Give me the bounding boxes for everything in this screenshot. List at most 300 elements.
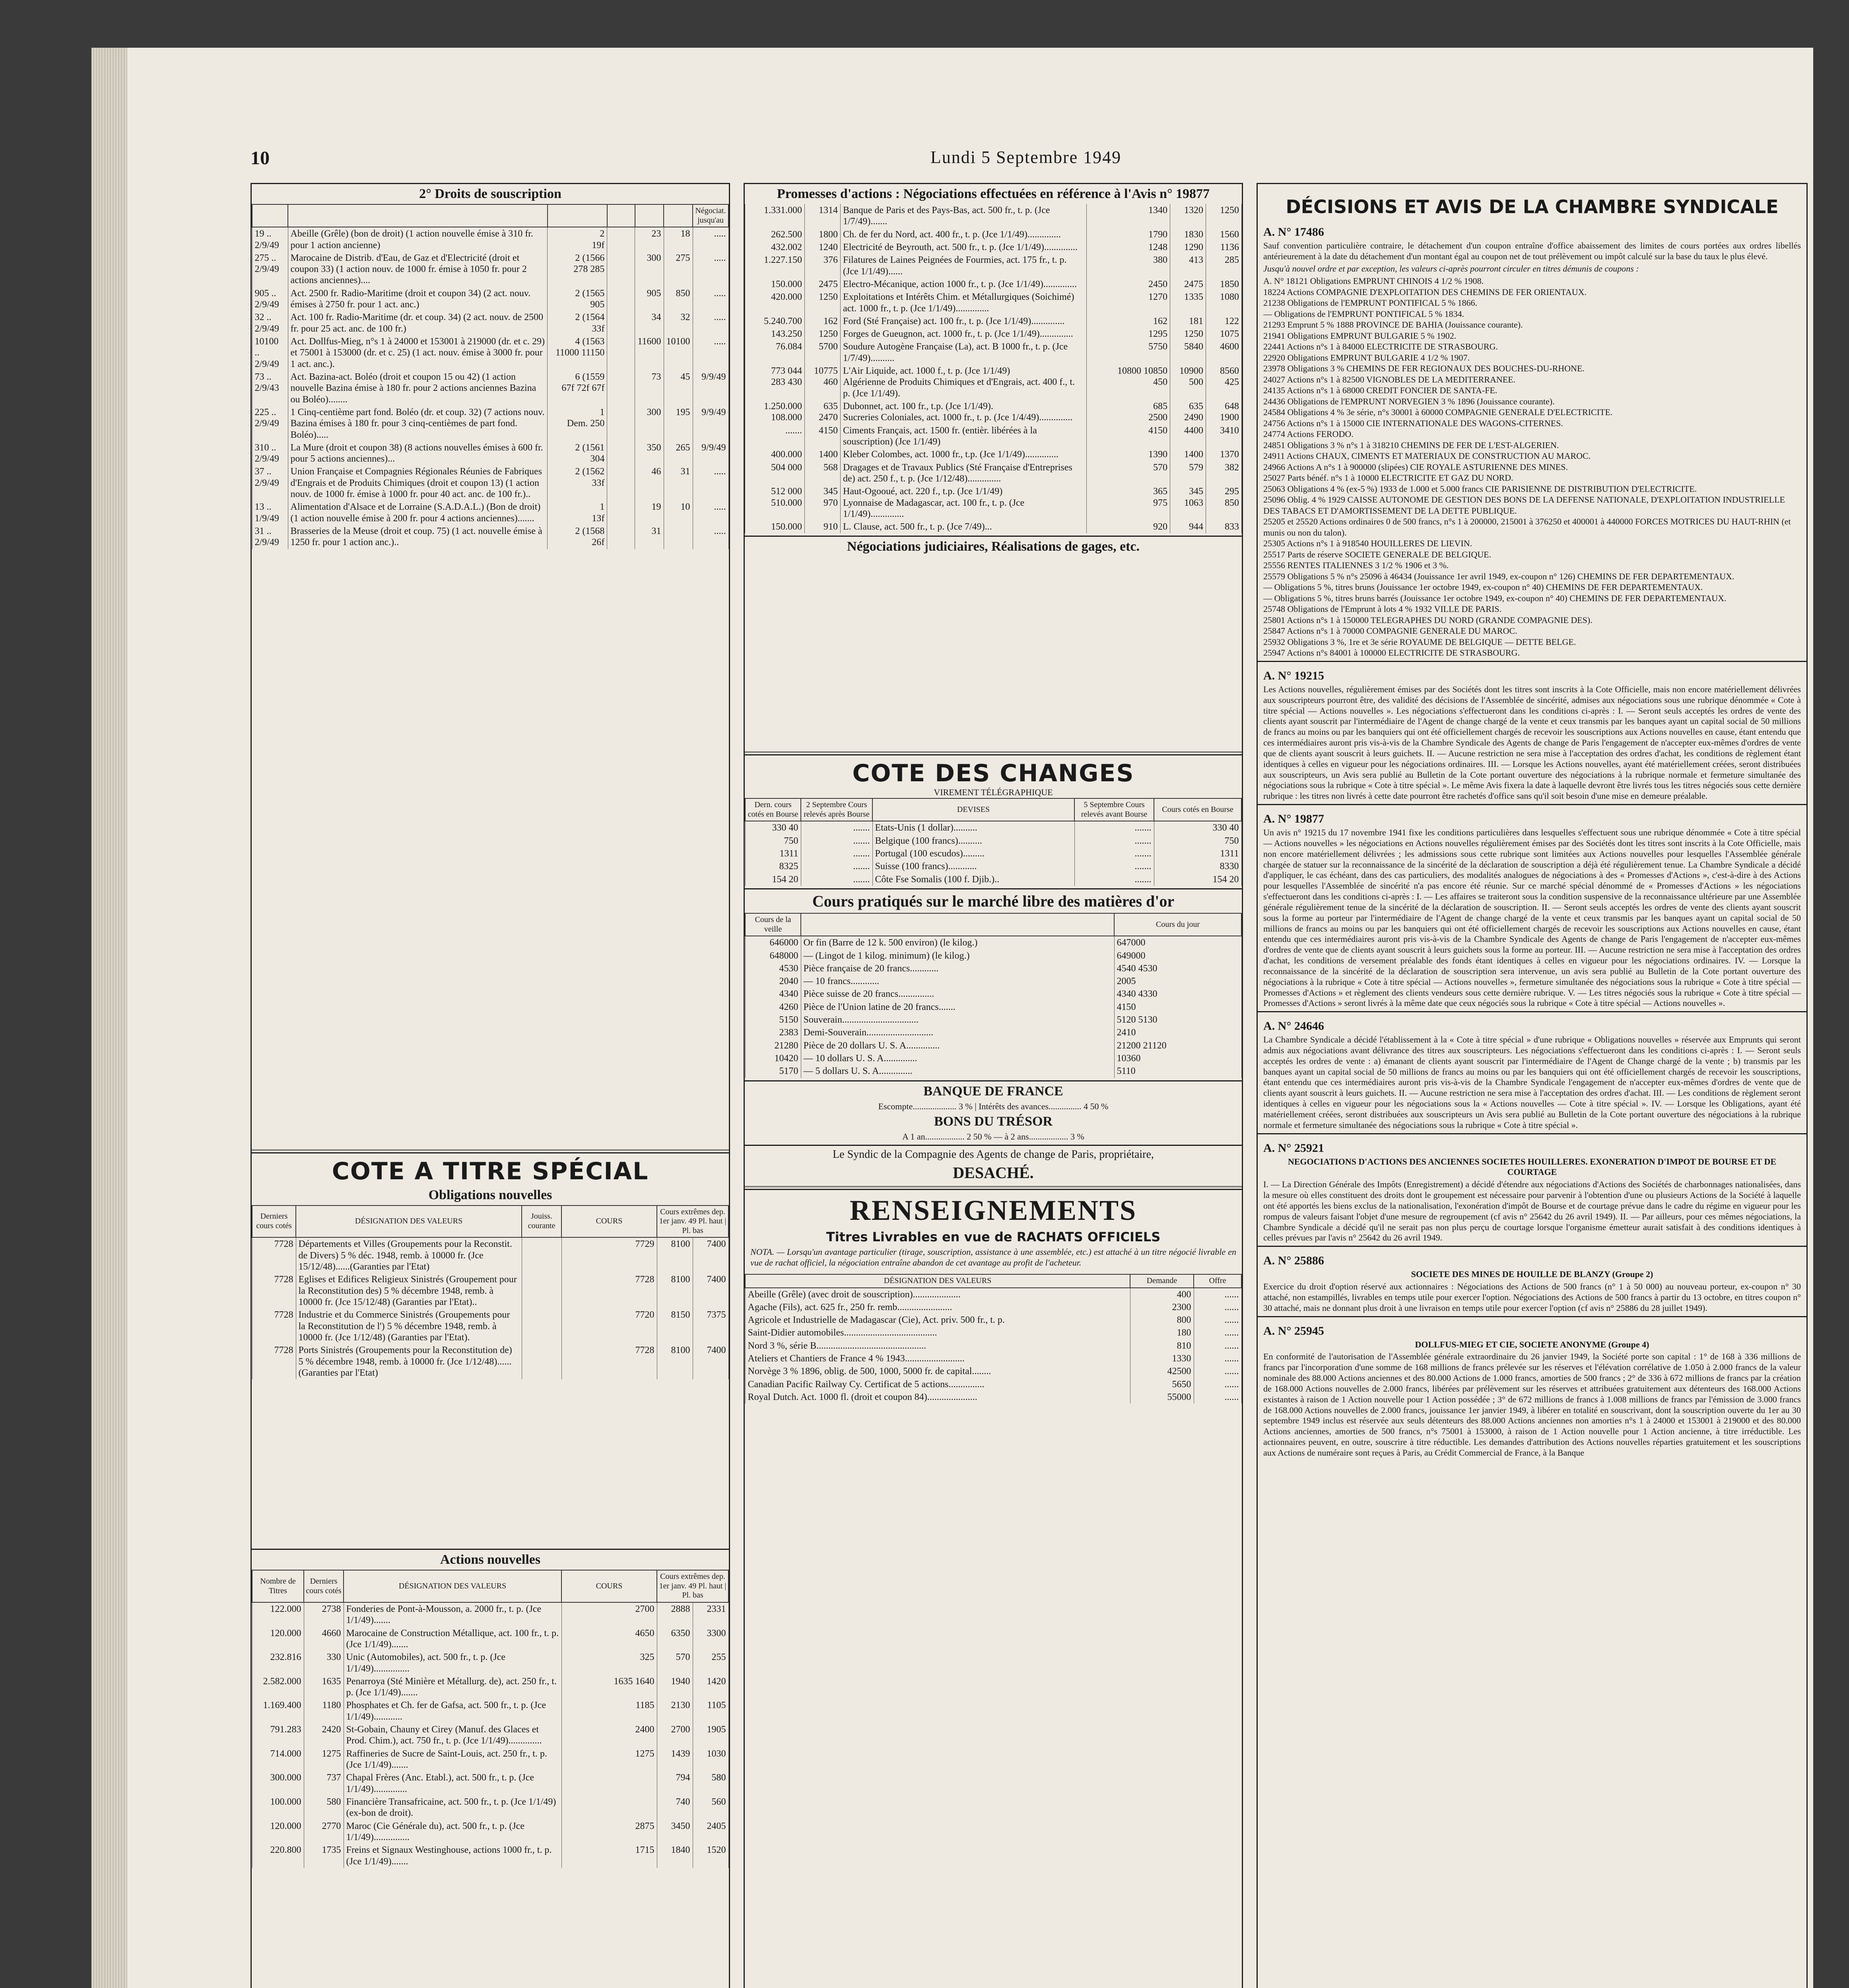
oblig-row-name: Ports Sinistrés (Groupements pour la Reconstitution de) 5 % décembre 1948, remb. à 10000 fr. (Jce 1/12/48)......(Garanties par l'Etat)	[296, 1344, 522, 1379]
avis-17486-item: 25517 Parts de réserve SOCIETE GENERALE DE BELGIQUE.	[1263, 549, 1492, 559]
avis-25886-ref: A. N° 25886	[1263, 1254, 1324, 1268]
actions-row-name: Phosphates et Ch. fer de Gafsa, act. 500 fr., t. p. (Jce 1/1/49)............	[344, 1699, 561, 1723]
banque-escompte: Escompte.................... 3 % | Intérêts des avances............... 4 50 %	[878, 1101, 1109, 1111]
actions-row-n: 220.800	[252, 1844, 304, 1868]
promise-row	[745, 400, 1242, 424]
rens-row-off: ......	[1194, 1288, 1241, 1301]
divider	[745, 536, 1242, 537]
promise-row-n: 5.240.700	[745, 315, 805, 328]
gold-row-t: 5120 5130	[1114, 1013, 1241, 1026]
subscription-row	[252, 227, 728, 252]
actions-row-hi: 740	[657, 1796, 693, 1820]
promise-row	[745, 340, 1242, 365]
oblig-row-lo: 7400	[693, 1344, 728, 1379]
subscription-row-v1: 2 (1568 26f	[548, 525, 607, 549]
actions-row-lo: 1030	[693, 1747, 728, 1772]
subscription-row	[252, 465, 728, 501]
promise-row-name: Ford (Sté Française) act. 100 fr., t. p. (Jce 1/1/49)..............	[841, 315, 1087, 328]
rens-table	[745, 1274, 1242, 1404]
avis-17486-item: 25205 et 25520 Actions ordinaires 0 de 500 francs, n°s 1 à 200000, 215001 à 376250 et 400001 à 440000 FORCES MOTRICES DU HAUT-RHIN (et munis ou non du talon).	[1263, 516, 1791, 538]
rens-row-off: ......	[1194, 1314, 1241, 1326]
actions-row-n: 100.000	[252, 1796, 304, 1820]
gold-row-name: — (Lingot de 1 kilog. minimum) (le kilog.)	[801, 949, 1114, 962]
oblig-row-hi: 8100	[657, 1273, 693, 1309]
oblig-row-cours: 7720	[561, 1309, 657, 1344]
actions-row-name: Financière Transafricaine, act. 500 fr., t. p. (Jce 1/1/49) (ex-bon de droit).	[344, 1796, 561, 1820]
avis-17486-item: 25027 Parts bénéf. n°s 1 à 10000 ELECTRICITE ET GAZ DU NORD.	[1263, 473, 1513, 483]
blank-area	[745, 557, 1242, 747]
gold-row-name: — 10 francs............	[801, 975, 1114, 988]
actions-row-lo: 255	[693, 1651, 728, 1675]
gold-row-v: 648000	[745, 949, 801, 962]
avis-17486-ref: A. N° 17486	[1263, 225, 1324, 239]
promise-row	[745, 254, 1242, 278]
gold-row-t: 2005	[1114, 975, 1241, 988]
promise-row-last: 1250	[805, 328, 841, 340]
actions-row-cours: 1635 1640	[561, 1675, 657, 1699]
gold-row-name: Pièce de l'Union latine de 20 francs.......	[801, 1001, 1114, 1013]
page-number: 10	[251, 148, 270, 169]
changes-title: COTE DES CHANGES	[852, 759, 1134, 788]
subscription-row-v1: 2 (1561 304	[548, 441, 607, 466]
subscription-row-end: .....	[693, 525, 728, 549]
promise-row-cours: 685 2500	[1087, 400, 1170, 424]
divider	[745, 888, 1242, 889]
subscription-row-end: .....	[693, 335, 728, 371]
gold-row-t: 4150	[1114, 1001, 1241, 1013]
changes-row-d: 1311	[1154, 847, 1241, 860]
changes-header-1: 2 Septembre Cours relevés après Bourse	[801, 798, 872, 821]
actions-row-hi: 2130	[657, 1699, 693, 1723]
subscription-row-name: Act. 2500 fr. Radio-Maritime (droit et coupon 34) (2 act. nouv. émises à 2750 fr. pour 1 act. anc.)	[288, 287, 548, 311]
rens-row-name: Canadian Pacific Railway Cy. Certificat de 5 actions...............	[745, 1378, 1130, 1391]
avis-17486-item: 21293 Emprunt 5 % 1888 PROVINCE DE BAHIA (Jouissance courante).	[1263, 320, 1523, 330]
promise-row	[745, 520, 1242, 533]
actions-header-2: DÉSIGNATION DES VALEURS	[344, 1570, 561, 1602]
rens-row-name: Ateliers et Chantiers de France 4 % 1943.........................	[745, 1352, 1130, 1365]
rens-row-name: Royal Dutch. Act. 1000 fl. (droit et coupon 84).....................	[745, 1391, 1130, 1404]
promise-row-last: 910	[805, 520, 841, 533]
gold-row-v: 4340	[745, 988, 801, 1000]
oblig-row-name: Eglises et Edifices Religieux Sinistrés (Groupement pour la Reconstitution des) 5 % décembre 1948, remb. à 10000 fr. (Jce 15/12/48) (Garanties par l'Etat)..	[296, 1273, 522, 1309]
subscription-row-v3: 350	[635, 441, 664, 466]
oblig-row-cours: 7729	[561, 1237, 657, 1273]
subscription-row-end: .....	[693, 252, 728, 287]
changes-row-dev: Belgique (100 francs)..........	[872, 835, 1074, 847]
subscription-row-v2	[607, 287, 635, 311]
promise-row-cours: 1270	[1087, 291, 1170, 315]
subscription-row-v4: 850	[664, 287, 693, 311]
actions-row-last: 1735	[304, 1844, 344, 1868]
promise-row-hi: 1320	[1170, 204, 1206, 228]
oblig-row-jouiss	[522, 1344, 561, 1379]
promise-row-lo: 1080	[1206, 291, 1242, 315]
promise-row-lo: 4600	[1206, 340, 1242, 365]
gold-row-t: 2410	[1114, 1026, 1241, 1039]
rens-subtitle: Titres Livrables en vue de RACHATS OFFICIELS	[826, 1229, 1161, 1245]
subscription-col-negociation: Négociat. jusqu'au	[693, 204, 728, 227]
oblig-header-1: DÉSIGNATION DES VALEURS	[296, 1206, 522, 1238]
avis-25921-ref: A. N° 25921	[1263, 1141, 1324, 1155]
promise-row-lo: 285	[1206, 254, 1242, 278]
subscription-row-name: Act. Dollfus-Mieg, n°s 1 à 24000 et 153001 à 219000 (dr. et c. 29) et 75001 à 153000 (dr. et c. 25) (1 act. nouv. émise à 3000 fr. pour 1 act. anc.).	[288, 335, 548, 371]
rens-row-name: Nord 3 %, série B..............................................	[745, 1340, 1130, 1352]
gold-row	[745, 1013, 1241, 1026]
actions-row-last: 330	[304, 1651, 344, 1675]
promise-row-n: .......	[745, 424, 805, 448]
promise-row-hi: 2475	[1170, 278, 1206, 291]
promise-row	[745, 328, 1242, 340]
actions-row-name: Freins et Signaux Westinghouse, actions 1000 fr., t. p. (Jce 1/1/49).......	[344, 1844, 561, 1868]
gold-row	[745, 1001, 1241, 1013]
promise-row-n: 1.227.150	[745, 254, 805, 278]
promise-row-name: Forges de Gueugnon, act. 1000 fr., t. p. (Jce 1/1/49)..............	[841, 328, 1087, 340]
actions-row-name: Fonderies de Pont-à-Mousson, a. 2000 fr., t. p. (Jce 1/1/49).......	[344, 1602, 561, 1627]
avis-25945-ref: A. N° 25945	[1263, 1324, 1324, 1338]
actions-row-name: Marocaine de Construction Métallique, act. 100 fr., t. p. (Jce 1/1/49).......	[344, 1627, 561, 1651]
changes-subtitle: VIREMENT TÉLÉGRAPHIQUE	[934, 787, 1053, 798]
promise-row-name: Dragages et de Travaux Publics (Sté Française d'Entreprises de) act. 250 f., t. p. (Jce 1/12/48)..............	[841, 461, 1087, 485]
changes-row-dev: Etats-Unis (1 dollar)..........	[872, 821, 1074, 834]
judicial-title: Négociations judiciaires, Réalisations de gages, etc.	[847, 539, 1140, 554]
rens-row-off: ......	[1194, 1391, 1241, 1404]
promise-row-last: 376	[805, 254, 841, 278]
avis-17486-item: 24135 Actions n°s 1 à 68000 CREDIT FONCIER DE SANTA-FE.	[1263, 385, 1497, 396]
promise-row-name: Ciments Français, act. 1500 fr. (entièr. libérées à la souscription) (Jce 1/1/49)	[841, 424, 1087, 448]
subscription-row-v3: 905	[635, 287, 664, 311]
subscription-row	[252, 335, 728, 371]
subscription-row-d: 31 .. 2/9/49	[252, 525, 288, 549]
subscription-row-d: 13 .. 1/9/49	[252, 501, 288, 525]
divider	[745, 1186, 1242, 1190]
subscription-row-v3: 34	[635, 311, 664, 335]
oblig-row-hi: 8100	[657, 1237, 693, 1273]
changes-row-b: .......	[801, 835, 872, 847]
actions-row-lo: 1420	[693, 1675, 728, 1699]
gold-row	[745, 1052, 1241, 1065]
subscription-row-v3: 11600	[635, 335, 664, 371]
avis-25945-head: DOLLFUS-MIEG ET CIE, SOCIETE ANONYME (Groupe 4)	[1415, 1339, 1649, 1349]
rens-nota: NOTA. — Lorsqu'un avantage particulier (tirage, souscription, assistance à une assemblée, etc.) est attaché à un titre négocié livrable en vue de rachat officiel, la négociation entraîne abandon de cet avantage au profit de l'acheteur.	[750, 1247, 1236, 1268]
gold-row	[745, 936, 1241, 949]
promise-row-name: Electro-Mécanique, action 1000 fr., t. p. (Jce 1/1/49)..............	[841, 278, 1087, 291]
oblig-row-lo: 7400	[693, 1273, 728, 1309]
actions-row-last: 2770	[304, 1820, 344, 1844]
avis-17486-item: 24027 Actions n°s 1 à 82500 VIGNOBLES DE LA MEDITERRANEE.	[1263, 374, 1516, 384]
divider	[1258, 1011, 1806, 1012]
actions-row-n: 120.000	[252, 1820, 304, 1844]
promise-row	[745, 365, 1242, 400]
promise-row-cours: 4150	[1087, 424, 1170, 448]
changes-row	[745, 860, 1241, 873]
gold-row	[745, 1026, 1241, 1039]
subscription-row-end: 9/9/49	[693, 406, 728, 441]
avis-19877-ref: A. N° 19877	[1263, 812, 1324, 826]
oblig-row	[252, 1344, 728, 1379]
avis-25886-text: Exercice du droit d'option réservé aux actionnaires : Négociations des Actions de 500 francs (n° 1 à 50 000) au nouveau porteur, ex-coupon n° 30 attaché, non estampillés, livrables en temps utile pour exercer l'option. Négociations des Actions de 500 francs à partir du 13 octobre, en titres coupon n° 30 attaché, mais ne donnant plus droit à une livraison en temps utile pour exercer l'option (cf avis n° 25886 du 28 juillet 1949).	[1263, 1281, 1801, 1313]
subscription-row-v1: 1 13f	[548, 501, 607, 525]
actions-row-cours: 2700	[561, 1602, 657, 1627]
promise-row-lo: 1075	[1206, 328, 1242, 340]
gold-row-t: 4540 4530	[1114, 962, 1241, 975]
promise-row-n: 150.000	[745, 520, 805, 533]
promise-row-last: 1250	[805, 291, 841, 315]
changes-row-a: 1311	[745, 847, 801, 860]
oblig-row-cours: 7728	[561, 1273, 657, 1309]
changes-row-c: .......	[1074, 847, 1154, 860]
oblig-header-0: Derniers cours cotés	[252, 1206, 296, 1238]
promise-row-n: 432.002	[745, 241, 805, 254]
subscription-title: 2° Droits de souscription	[419, 186, 561, 201]
rens-row	[745, 1314, 1241, 1326]
changes-header-3: 5 Septembre Cours relevés avant Bourse	[1074, 798, 1154, 821]
promise-row	[745, 461, 1242, 485]
avis-25921-head: NEGOCIATIONS D'ACTIONS DES ANCIENNES SOCIETES HOUILLERES. EXONERATION D'IMPOT DE BOURSE ET DE COURTAGE	[1288, 1156, 1777, 1177]
promise-row-cours: 2450	[1087, 278, 1170, 291]
actions-row-name: Raffineries de Sucre de Saint-Louis, act. 250 fr., t. p. (Jce 1/1/49).......	[344, 1747, 561, 1772]
actions-row-lo: 1905	[693, 1723, 728, 1747]
actions-row	[252, 1771, 728, 1796]
page-date: Lundi 5 Septembre 1949	[930, 148, 1122, 167]
promise-row-lo: 1850	[1206, 278, 1242, 291]
promise-row-name: Haut-Ogooué, act. 220 f., t.p. (Jce 1/1/49) Lyonnaise de Madagascar, act. 100 fr., t. p. (Jce 1/1/49)..............	[841, 485, 1087, 520]
actions-row-last: 580	[304, 1796, 344, 1820]
rens-row	[745, 1378, 1241, 1391]
divider	[745, 1080, 1242, 1081]
rens-header-1: Demande	[1130, 1274, 1194, 1288]
avis-25945-text: En conformité de l'autorisation de l'Assemblée générale extraordinaire du 26 janvier 1949, la Société porte son capital : 1° de 168 à 336 millions de francs par l'incorporation d'une somme de 168 millions de francs prélevée sur les réserves et l'élévation corrélative de 1.050 à 2.000 francs de la valeur nominale des 88.000 Actions anciennes et des 80.000 Actions de 1.000 francs, amorties de 500 francs ; 2° de 336 à 672 millions de francs par la création de 168.000 Actions nouvelles de 2.000 francs, libérées par prélèvement sur les réserves et attribuées gratuitement aux détenteurs des 168.000 Actions existantes à raison de 1 Action nouvelle pour 1 Action possédée ; 3° de 672 millions de francs à 1.008 millions de francs par l'émission de 3.000 francs de 168.000 Actions nouvelles de 2.000 francs, jouissance 1er janvier 1949, à libérer en totalité en souscrivant, dont la souscription ouverte du 1er au 30 septembre 1949 inclus est réservée aux seuls détenteurs des 88.000 Actions anciennes non amorties n°s 1 à 24000 et 153001 à 219000 et des 80.000 Actions anciennes, amorties de 500 francs, n°s 75001 à 153000, à raison de 1 Action nouvelle pour 1 Action ancienne, à titre irréductible. Les actionnaires peuvent, en outre, souscrire à titre réductible. Les demandes d'attribution des Actions nouvelles réparties gratuitement et les souscriptions aux Actions de numéraire sont reçues à Paris, au Crédit Commercial de France, à la Banque	[1263, 1351, 1801, 1458]
actions-row	[252, 1651, 728, 1675]
promise-row-lo: 1370	[1206, 448, 1242, 461]
gold-header-2: Cours du jour	[1114, 913, 1241, 936]
promise-row-cours: 1295	[1087, 328, 1170, 340]
promise-row-n: 1.331.000	[745, 204, 805, 228]
gold-row	[745, 988, 1241, 1000]
subscription-row-v4: 45	[664, 371, 693, 406]
banque-title: BANQUE DE FRANCE	[923, 1083, 1063, 1099]
subscription-table	[252, 204, 729, 549]
changes-table	[745, 798, 1242, 886]
gold-row-v: 646000	[745, 936, 801, 949]
changes-row-c: .......	[1074, 860, 1154, 873]
gold-row-t: 21200 21120	[1114, 1039, 1241, 1052]
actions-row-name: Unic (Automobiles), act. 500 fr., t. p. (Jce 1/1/49)...............	[344, 1651, 561, 1675]
divider	[252, 1549, 729, 1550]
avis-25886-head: SOCIETE DES MINES DE HOUILLE DE BLANZY (Groupe 2)	[1411, 1269, 1653, 1279]
promise-row-hi: 10900 500	[1170, 365, 1206, 400]
subscription-row	[252, 252, 728, 287]
rens-row	[745, 1391, 1241, 1404]
subscription-row-name: Marocaine de Distrib. d'Eau, de Gaz et d'Electricité (droit et coupon 33) (1 action nouv. de 1000 fr. émise à 1050 fr. pour 2 actions anciennes)....	[288, 252, 548, 287]
promise-row-hi: 413	[1170, 254, 1206, 278]
promise-row-n: 420.000	[745, 291, 805, 315]
avis-17486-item: 21941 Obligations EMPRUNT BULGARIE 5 % 1902.	[1263, 330, 1457, 341]
blank-area	[252, 549, 729, 1145]
promise-row-lo: 3410	[1206, 424, 1242, 448]
actions-row-name: Maroc (Cie Générale du), act. 500 fr., t. p. (Jce 1/1/49)...............	[344, 1820, 561, 1844]
actions-row-n: 1.169.400	[252, 1699, 304, 1723]
subscription-row-v3: 73	[635, 371, 664, 406]
rens-row-name: Agache (Fils), act. 625 fr., 250 fr. remb.......................	[745, 1301, 1130, 1314]
actions-row-lo: 560	[693, 1796, 728, 1820]
rens-row	[745, 1326, 1241, 1339]
gold-row	[745, 1065, 1241, 1077]
changes-row	[745, 835, 1241, 847]
subscription-row-v2	[607, 335, 635, 371]
promise-row-cours: 5750	[1087, 340, 1170, 365]
actions-header-1: Derniers cours cotés	[304, 1570, 344, 1602]
actions-table	[252, 1570, 729, 1868]
promise-row-name: Kleber Colombes, act. 1000 fr., t.p. (Jce 1/1/49)..............	[841, 448, 1087, 461]
rens-row-dem: 2300	[1130, 1301, 1194, 1314]
subscription-row-v1: 2 19f	[548, 227, 607, 252]
subscription-row-name: Union Française et Compagnies Régionales Réunies de Fabriques d'Engrais et de Produits Chimiques (droit et coupon 13) (1 action nouv. de 1000 fr. émise à 1000 fr. pour 40 act. anc. de 100 fr.)..	[288, 465, 548, 501]
gold-row-v: 2040	[745, 975, 801, 988]
promise-row	[745, 204, 1242, 228]
rens-row-dem: 400	[1130, 1288, 1194, 1301]
changes-row-b: .......	[801, 847, 872, 860]
avis-17486-item: 18224 Actions COMPAGNIE D'EXPLOITATION DES CHEMINS DE FER ORIENTAUX.	[1263, 287, 1587, 297]
divider	[1258, 1133, 1806, 1134]
avis-17486-item: 25947 Actions n°s 84001 à 100000 ELECTRICITE DE STRASBOURG.	[1263, 648, 1520, 658]
actions-row-hi: 1439	[657, 1747, 693, 1772]
subscription-row-name: Act. Bazina-act. Boléo (droit et coupon 15 ou 42) (1 action nouvelle Bazina émise à 180 fr. pour 2 actions anciennes Bazina ou Boléo)........	[288, 371, 548, 406]
subscription-row-d: 73 .. 2/9/43	[252, 371, 288, 406]
subscription-row	[252, 406, 728, 441]
gold-row-v: 21280	[745, 1039, 801, 1052]
page-header	[251, 147, 1801, 171]
promise-row-n: 150.000	[745, 278, 805, 291]
promise-row-last: 568	[805, 461, 841, 485]
promise-row-cours: 162	[1087, 315, 1170, 328]
subscription-row	[252, 441, 728, 466]
promise-row	[745, 424, 1242, 448]
oblig-row-hi: 8100	[657, 1344, 693, 1379]
promise-row-last: 1400	[805, 448, 841, 461]
promise-row-lo: 8560 425	[1206, 365, 1242, 400]
subscription-row-name: Alimentation d'Alsace et de Lorraine (S.A.D.A.L.) (Bon de droit) (1 action nouvelle émise à 200 fr. pour 4 actions anciennes).......	[288, 501, 548, 525]
subscription-row-v4: 275	[664, 252, 693, 287]
actions-header-0: Nombre de Titres	[252, 1570, 304, 1602]
subscription-row-v4: 265	[664, 441, 693, 466]
promise-row-cours: 1390	[1087, 448, 1170, 461]
subscription-row-v4: 195	[664, 406, 693, 441]
changes-header-2: DEVISES	[872, 798, 1074, 821]
promise-row-n: 512 000 510.000	[745, 485, 805, 520]
avis-19215-text: Les Actions nouvelles, régulièrement émises par des Sociétés dont les titres sont inscrits à la Cote Officielle, mais non encore matériellement délivrées aux souscripteurs pourront être, des validité des décisions de l'Assemblée de sincérité, admises aux négociations sous une rubrique dénommée « Cote à titre spécial — Actions nouvelles ». Les négociations s'effectueront dans les conditions ci-après : I. — Seront seuls acceptés les ordres de vente des clients ayant souscrit par l'intermédiaire de l'Agent de change chargé de la vente et ceux transmis par les banques ayant un capital social de 50 millions de francs au moins ou par les banquiers qui ont été officiellement chargés de recevoir les souscriptions aux Actions nouvelles en cause, étant entendu que ces intermédiaires auront pris vis-à-vis de la Chambre Syndicale des Agents de change de Paris l'engagement de n'accepter eux-mêmes d'ordres de vente que de clients ayant souscrit à leurs guichets. II. — Aucune restriction ne sera mise à l'acceptation des ordres d'achat, les conditions de règlement étant identiques à celles en vigueur pour les négociations ordinaires. III. — Lorsque les Actions nouvelles, ayant été matériellement créées, seront distribuées aux souscripteurs, un Avis sera publié au Bulletin de la Cote portant ouverture des négociations à la rubrique normale et fermeture simultanée des négociations sous la rubrique « Cote à titre spécial ». Le même Avis fixera la date à laquelle devront être livrés tous les titres négociés sous cette dernière rubrique : les titres non livrés à cette date pourront être rachetés d'office sans qu'il soit besoin d'une mise en demeure préalable.	[1263, 684, 1801, 801]
actions-row	[252, 1675, 728, 1699]
promise-row-last: 162	[805, 315, 841, 328]
rens-title: RENSEIGNEMENTS	[849, 1194, 1137, 1227]
actions-row-hi: 3450	[657, 1820, 693, 1844]
actions-row-hi: 6350	[657, 1627, 693, 1651]
oblig-row-last: 7728	[252, 1309, 296, 1344]
subscription-row-v2	[607, 441, 635, 466]
actions-header-4: Cours extrêmes dep. 1er janv. 49 Pl. haut | Pl. bas	[657, 1570, 728, 1602]
promise-row-hi: 1335	[1170, 291, 1206, 315]
subscription-row-v2	[607, 525, 635, 549]
subscription-row-end: .....	[693, 465, 728, 501]
rens-row	[745, 1301, 1241, 1314]
actions-row-cours	[561, 1771, 657, 1796]
oblig-row-name: Industrie et du Commerce Sinistrés (Groupements pour la Reconstitution de l') 5 % décembre 1948, remb. à 10000 fr. (Jce 1/12/48) (Garanties par l'Etat).	[296, 1309, 522, 1344]
subscription-row-v4: 32	[664, 311, 693, 335]
changes-row-dev: Portugal (100 escudos).........	[872, 847, 1074, 860]
avis-17486-item: 24911 Actions CHAUX, CIMENTS ET MATERIAUX DE CONSTRUCTION AU MAROC.	[1263, 451, 1591, 461]
actions-row	[252, 1602, 728, 1627]
promise-row-name: Dubonnet, act. 100 fr., t.p. (Jce 1/1/49). Sucreries Coloniales, act. 1000 fr., t. p. (Jce 1/4/49)..............	[841, 400, 1087, 424]
promise-row	[745, 448, 1242, 461]
subscription-row-name: Abeille (Grêle) (bon de droit) (1 action nouvelle émise à 310 fr. pour 1 action ancienne)	[288, 227, 548, 252]
oblig-row-name: Départements et Villes (Groupements pour la Reconstit. de Divers) 5 % déc. 1948, remb. à 10000 fr. (Jce 15/12/48)......(Garanties par l'Etat)	[296, 1237, 522, 1273]
gold-row	[745, 962, 1241, 975]
actions-row-last: 737	[304, 1771, 344, 1796]
changes-row-d: 8330	[1154, 860, 1241, 873]
subscription-row-v3: 19	[635, 501, 664, 525]
avis-17486-item: 21238 Obligations de l'EMPRUNT PONTIFICAL 5 % 1866.	[1263, 298, 1478, 308]
promise-row-n: 1.250.000 108.000	[745, 400, 805, 424]
actions-row	[252, 1796, 728, 1820]
promise-row-last: 1800	[805, 228, 841, 241]
promise-row-hi: 4400	[1170, 424, 1206, 448]
avis-17486-item: 24774 Actions FERODO.	[1263, 429, 1354, 439]
promise-row-lo: 1250	[1206, 204, 1242, 228]
subscription-row-v2	[607, 406, 635, 441]
rens-row	[745, 1288, 1241, 1301]
subscription-row-end: .....	[693, 311, 728, 335]
rens-row-off: ......	[1194, 1378, 1241, 1391]
rens-row-dem: 42500	[1130, 1365, 1194, 1378]
promise-row-cours: 570	[1087, 461, 1170, 485]
avis-19877-text: Un avis n° 19215 du 17 novembre 1941 fixe les conditions particulières dans lesquelles s'effectuent sous une rubrique dénommée « Cote à titre spécial — Actions nouvelles » les négociations en Actions nouvelles régulièrement émises par des Sociétés dont les titres sont inscrits à la Cote Officielle, mais non encore matériellement délivrées ; les admissions sous cette rubrique sont limitées aux Actions nouvelles pour lesquelles l'Assemblée générale chargée de statuer sur la reconnaissance de la sincérité de la déclaration de souscription a déjà été régulièrement tenue. La Chambre Syndicale a décidé d'appliquer, le cas échéant, dans des cas particuliers, des modalités analogues de négociations à des « Promesses d'Actions », c'est-à-dire à des Actions pour lesquelles l'Assemblée de sincérité n'a pas encore été réunie. Sur ce marché spécial dénommé de « Promesses d'Actions » les négociations s'effectueront dans les conditions ci-après : I. — Les affaires se traiteront sous la condition suspensive de la reconnaissance ultérieure par une Assemblée générale régulièrement tenue de la sincérité de la déclaration de souscription. II. — Seront seuls acceptés les ordres de vente des clients ayant souscrit sous la forme au porteur par l'intermédiaire de l'Agent de change chargé de la vente et ceux transmis par les banques ayant un capital social de 50 millions de francs au moins ou par les banquiers qui ont été officiellement chargés de recevoir les souscriptions aux Actions nouvelles en cause, étant entendu que ces intermédiaires auront pris vis-à-vis de la Chambre Syndicale des Agents de change de Paris l'engagement de n'accepter eux-mêmes d'ordres de vente que de clients ayant souscrit à leurs guichets sous la forme au porteur. III. — Aucune restriction ne sera mise à l'acceptation des ordres d'achat, les conditions de versement préalable des fonds étant identiques à celles en vigueur pour les négociations ordinaires. IV. — Lorsque la reconnaissance de la sincérité de la déclaration de souscription sera intervenue, un avis sera publié au Bulletin de la Cote portant ouverture des négociations à la rubrique « Cote à titre spécial — Actions nouvelles », fermeture simultanée des négociations sous la rubrique « Cote à titre spécial — Promesses d'Actions » et règlement des clients vendeurs sous cette dernière rubrique. V. — Les titres négociés sous la rubrique « Cote à titre spécial — Promesses d'Actions » seront livrés à la même date que ceux négociés sous la rubrique « Cote à titre spécial — Actions nouvelles ».	[1263, 827, 1801, 1008]
gold-row-v: 5150	[745, 1013, 801, 1026]
promise-row-name: Ch. de fer du Nord, act. 400 fr., t. p. (Jce 1/1/49)..............	[841, 228, 1087, 241]
promise-row	[745, 278, 1242, 291]
oblig-row-jouiss	[522, 1309, 561, 1344]
subscription-row-v1: 2 (1565 905	[548, 287, 607, 311]
subscription-row-v2	[607, 501, 635, 525]
promise-row-lo: 122	[1206, 315, 1242, 328]
promises-table	[745, 204, 1242, 533]
actions-row-n: 122.000	[252, 1602, 304, 1627]
actions-row	[252, 1820, 728, 1844]
rens-row-off: ......	[1194, 1301, 1241, 1314]
actions-row-last: 1180	[304, 1699, 344, 1723]
promise-row-last: 635 2470	[805, 400, 841, 424]
subscription-row-v4	[664, 525, 693, 549]
promise-row-n: 504 000	[745, 461, 805, 485]
actions-row-hi: 794	[657, 1771, 693, 1796]
promises-title: Promesses d'actions : Négociations effectuées en référence à l'Avis n° 19877	[777, 186, 1210, 201]
actions-row-cours: 325	[561, 1651, 657, 1675]
promise-row-n: 773 044 283 430	[745, 365, 805, 400]
promise-row-cours: 380	[1087, 254, 1170, 278]
subscription-row-v2	[607, 465, 635, 501]
rens-row-dem: 55000	[1130, 1391, 1194, 1404]
subscription-row-v2	[607, 252, 635, 287]
promise-row-n: 143.250	[745, 328, 805, 340]
syndic-name: DESACHÉ.	[953, 1164, 1034, 1182]
promise-row-name: Soudure Autogène Française (La), act. B 1000 fr., t. p. (Jce 1/7/49)..........	[841, 340, 1087, 365]
promise-row-n: 262.500	[745, 228, 805, 241]
promise-row-cours: 1790	[1087, 228, 1170, 241]
promise-row-name: Exploitations et Intérêts Chim. et Métallurgiques (Soichimé) act. 1000 fr., t. p. (Jce 1/1/49)..............	[841, 291, 1087, 315]
avis-17486-item: 25556 RENTES ITALIENNES 3 1/2 % 1906 et 3 %.	[1263, 560, 1449, 571]
changes-header-4: Cours cotés en Bourse	[1154, 798, 1241, 821]
rens-row-name: Saint-Didier automobiles.......................................	[745, 1326, 1130, 1339]
subscription-row-v1: 1 Dem. 250	[548, 406, 607, 441]
tresor-title: BONS DU TRÉSOR	[934, 1114, 1053, 1129]
